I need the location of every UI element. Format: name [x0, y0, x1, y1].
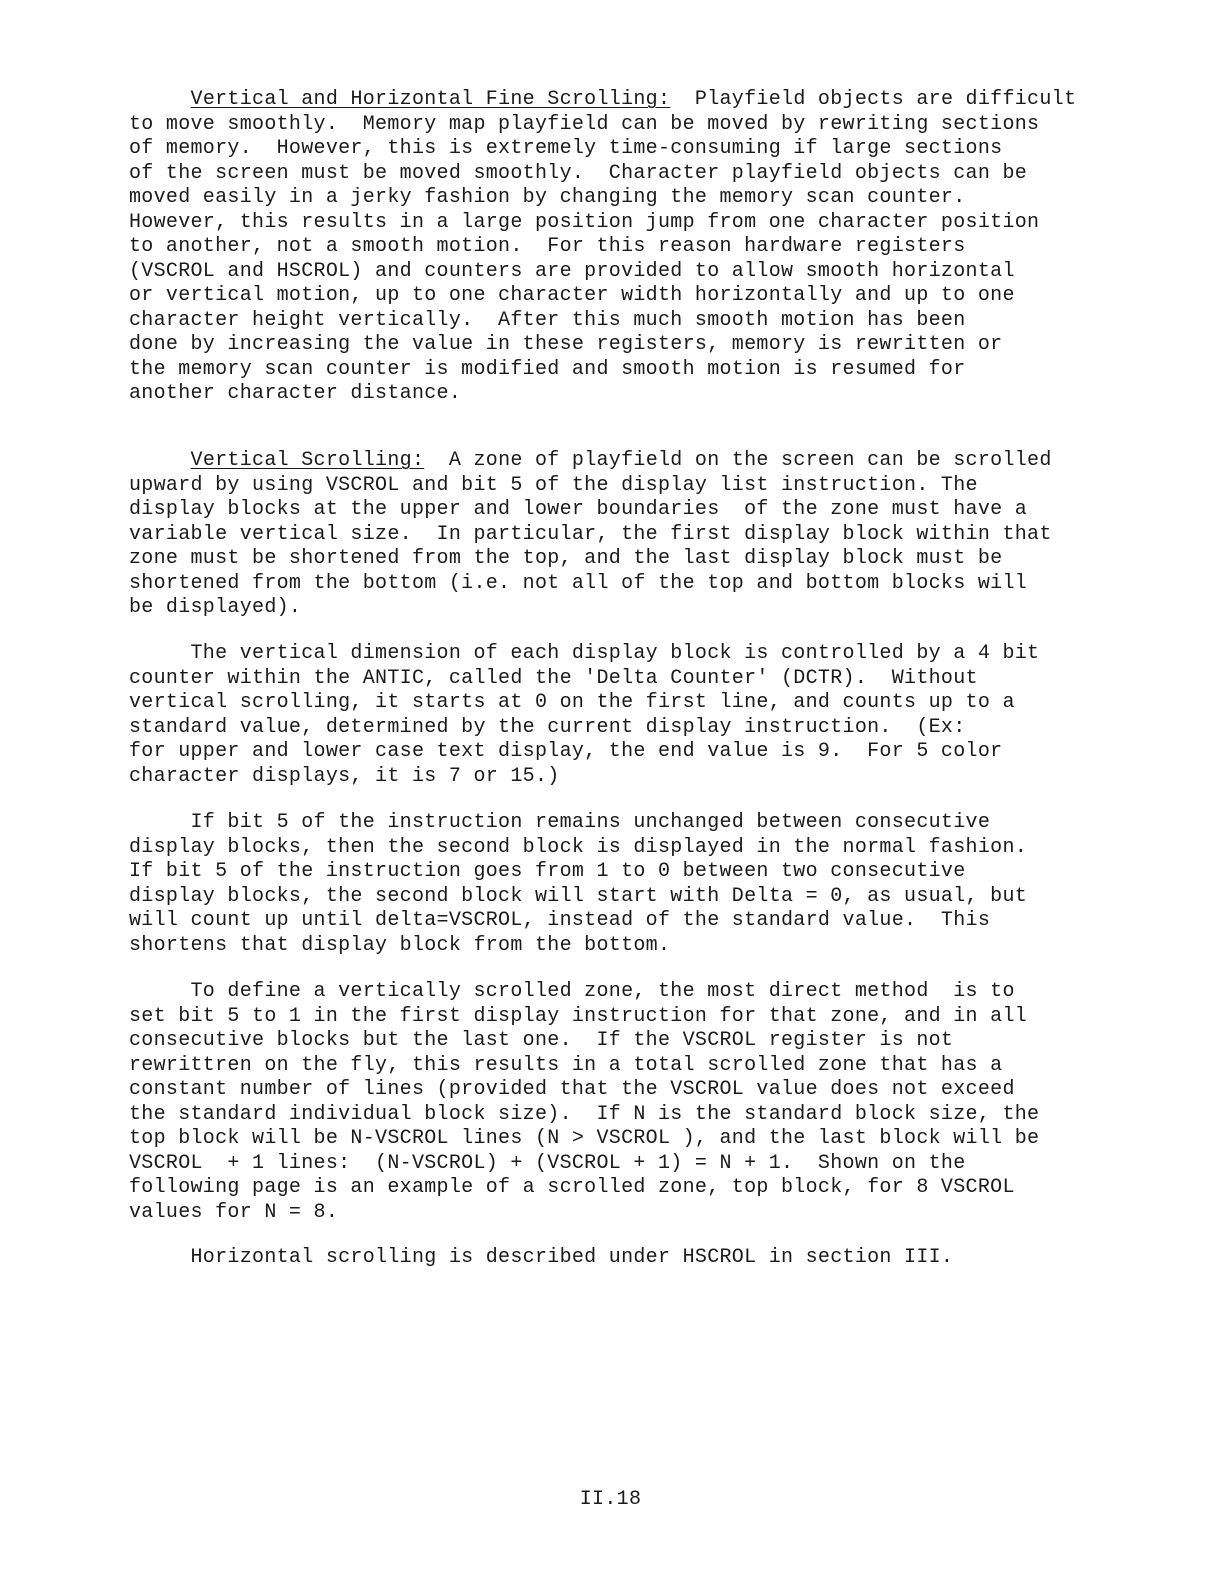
heading-fine-scrolling: Vertical and Horizontal Fine Scrolling: [190, 88, 671, 111]
text-line: to another, not a smooth motion. For this reason hardware registers [129, 235, 966, 258]
text-line: To define a vertically scrolled zone, the most direct method is to [129, 980, 1015, 1003]
text-line: variable vertical size. In particular, the first display block within that [129, 522, 1052, 546]
text-line: character height vertically. After this much smooth motion has been [129, 308, 966, 332]
text-line: display blocks at the upper and lower boundaries of the zone must have a [129, 498, 1028, 521]
text-line: (VSCROL and HSCROL) and counters are provided to allow smooth horizontal [129, 259, 1015, 283]
text-line: the memory scan counter is modified and smooth motion is resumed for [129, 357, 966, 381]
section1-first-line: Playfield objects are difficult [670, 88, 1077, 111]
text-line: set bit 5 to 1 in the first display instruction for that zone, and in all [129, 1004, 1028, 1028]
section-fine-scrolling [129, 88, 1076, 407]
heading-vertical-scrolling: Vertical Scrolling: [190, 449, 425, 472]
text-line: upward by using VSCROL and bit 5 of the display list instruction. The [129, 473, 978, 497]
text-line: to move smoothly. Memory map playfield can be moved by rewriting sections [129, 112, 1040, 136]
text-line: for upper and lower case text display, the end value is 9. For 5 color [129, 740, 1003, 763]
text-line: character displays, it is 7 or 15.) [129, 764, 560, 788]
text-line: counter within the ANTIC, called the 'Delta Counter' (DCTR). Without [129, 666, 978, 690]
text-line: values for N = 8. [129, 1200, 339, 1224]
text-line: display blocks, the second block will start with Delta = 0, as usual, but [129, 884, 1028, 908]
text-line: If bit 5 of the instruction remains unchanged between consecutive [129, 811, 991, 834]
text-line: rewrittren on the fly, this results in a total scrolled zone that has a [129, 1053, 1003, 1077]
paragraph-bit5-behavior [129, 811, 1027, 958]
section-vertical-scrolling [129, 449, 1052, 621]
text-line: constant number of lines (provided that the VSCROL value does not exceed [129, 1078, 1015, 1101]
text-line: will count up until delta=VSCROL, instead of the standard value. This [129, 909, 991, 932]
paragraph-scrolled-zone [129, 980, 1039, 1225]
text-line: or vertical motion, up to one character width horizontally and up to one [129, 284, 1015, 307]
text-line: done by increasing the value in these registers, memory is rewritten or [129, 333, 1003, 356]
text-line: display blocks, then the second block is displayed in the normal fashion. [129, 835, 1028, 859]
section2-first-line: A zone of playfield on the screen can be scrolled [424, 449, 1052, 472]
page-number: II.18 [579, 1488, 642, 1511]
text-line: VSCROL + 1 lines: (N-VSCROL) + (VSCROL + 1) = N + 1. Shown on the [129, 1151, 966, 1175]
paragraph-delta-counter [129, 642, 1039, 789]
text-line: another character distance. [129, 382, 462, 405]
text-line: Horizontal scrolling is described under HSCROL in section III. [129, 1246, 954, 1269]
text-line: of the screen must be moved smoothly. Character playfield objects can be [129, 161, 1028, 185]
text-line: The vertical dimension of each display block is controlled by a 4 bit [129, 642, 1040, 665]
text-line: If bit 5 of the instruction goes from 1 to 0 between two consecutive [129, 860, 966, 883]
text-line: standard value, determined by the current display instruction. (Ex: [129, 715, 966, 739]
paragraph-horizontal-scrolling [129, 1246, 953, 1271]
text-line: top block will be N-VSCROL lines (N > VSCROL ), and the last block will be [129, 1127, 1040, 1150]
text-line: moved easily in a jerky fashion by changing the memory scan counter. [129, 186, 966, 209]
text-line: the standard individual block size). If N is the standard block size, the [129, 1102, 1040, 1126]
text-line: However, this results in a large position jump from one character position [129, 210, 1040, 234]
text-line: of memory. However, this is extremely time-consuming if large sections [129, 137, 1003, 160]
text-line: be displayed). [129, 596, 302, 619]
text-line: consecutive blocks but the last one. If the VSCROL register is not [129, 1029, 954, 1052]
text-line: vertical scrolling, it starts at 0 on the first line, and counts up to a [129, 691, 1015, 714]
text-line: shortens that display block from the bottom. [129, 933, 671, 957]
text-line: zone must be shortened from the top, and the last display block must be [129, 547, 1003, 570]
text-line: following page is an example of a scrolled zone, top block, for 8 VSCROL [129, 1176, 1015, 1199]
text-line: shortened from the bottom (i.e. not all of the top and bottom blocks will [129, 571, 1028, 595]
